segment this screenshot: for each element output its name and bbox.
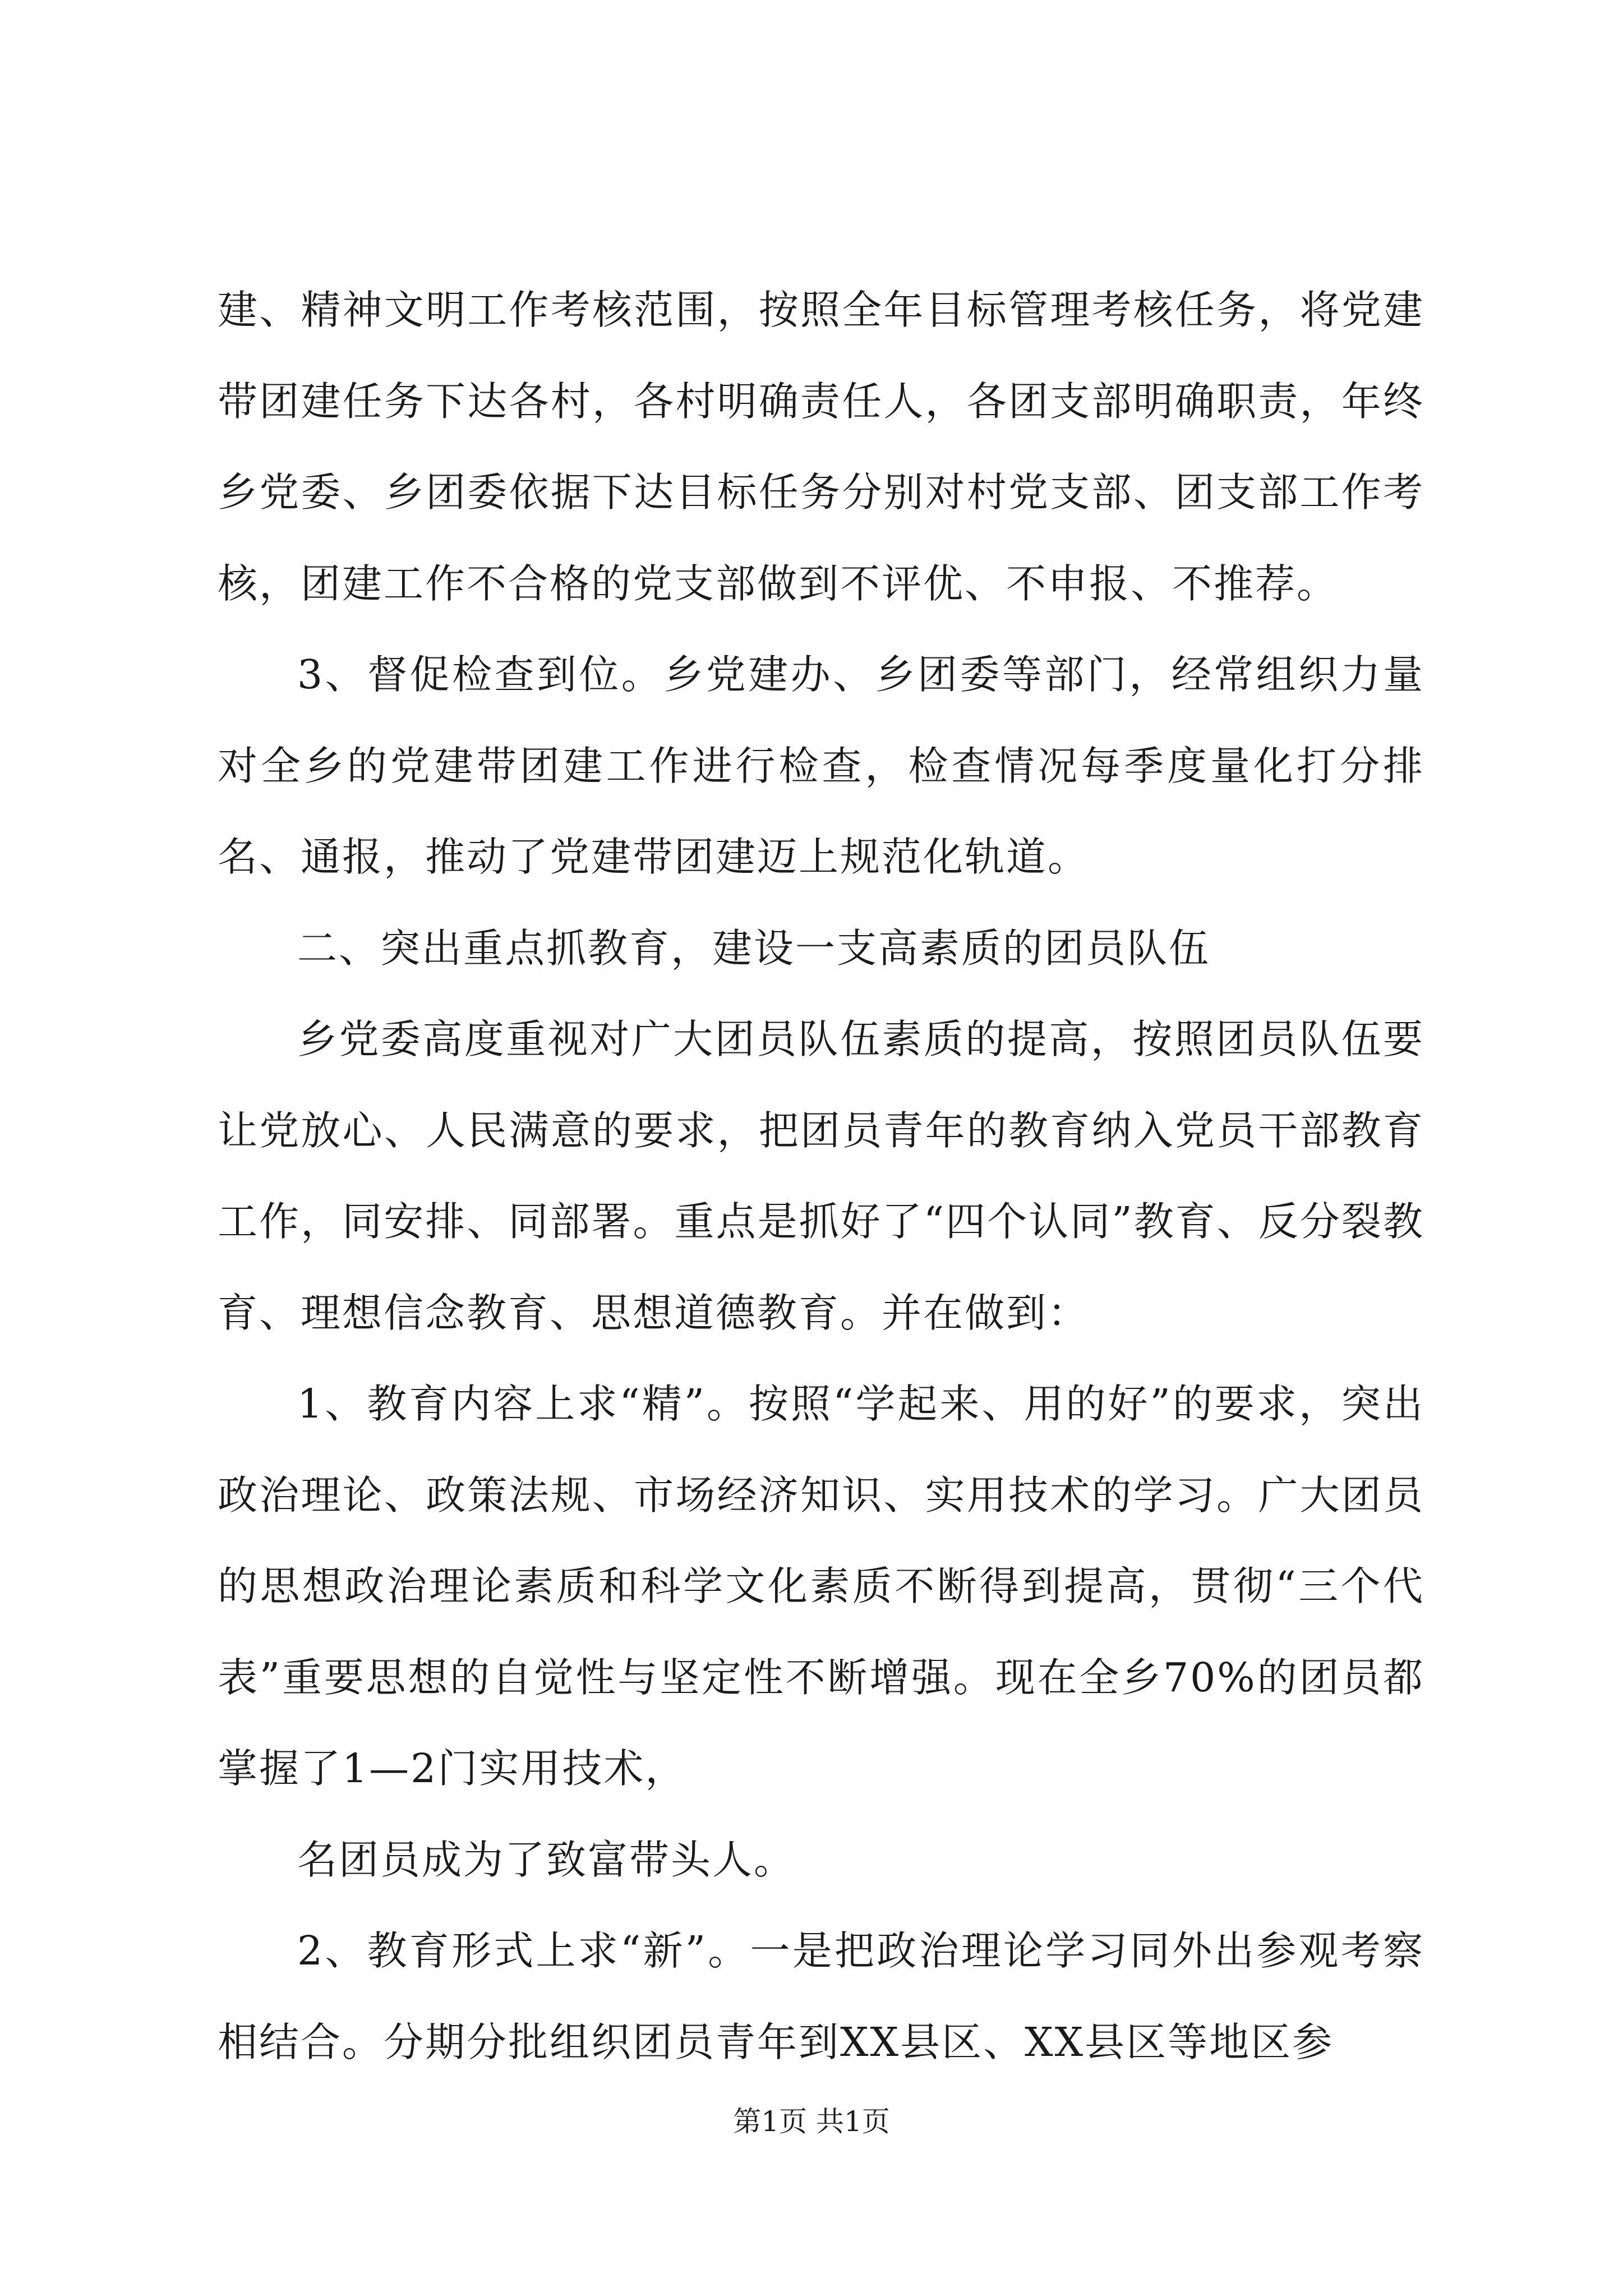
document-body [218,265,1424,2088]
paragraph-1: 建、精神文明工作考核范围，按照全年目标管理考核任务，将党建带团建任务下达各村，各村明确责任人，各团支部明确职责，年终乡党委、乡团委依据下达目标任务分别对村党支部、团支部工作考核，团建工作不合格的党支部做到不评优、不申报、不推荐。 [218,287,1424,607]
paragraph-5: 名团员成为了致富带头人。 [297,1836,796,1883]
paragraph-4: 1、教育内容上求“精”。按照“学起来、用的好”的要求，突出政治理论、政策法规、市场经济知识、实用技术的学习。广大团员的思想政治理论素质和科学文化素质不断得到提高，贯彻“三个代表”重要思想的自觉性与坚定性不断增强。现在全乡70%的团员都掌握了1—2门实用技术， [218,1381,1424,1792]
page-footer: 第1页 共1页 [733,2105,890,2138]
paragraph-6: 2、教育形式上求“新”。一是把政治理论学习同外出参观考察相结合。分期分批组织团员青年到XX县区、XX县区等地区参 [218,1927,1424,2065]
paragraph-2: 3、督促检查到位。乡党建办、乡团委等部门，经常组织力量对全乡的党建带团建工作进行检查，检查情况每季度量化打分排名、通报，推动了党建带团建迈上规范化轨道。 [218,651,1424,880]
section-heading: 二、突出重点抓教育，建设一支高素质的团员队伍 [297,924,1211,972]
paragraph-3: 乡党委高度重视对广大团员队伍素质的提高，按照团员队伍要让党放心、人民满意的要求，把团员青年的教育纳入党员干部教育工作，同安排、同部署。重点是抓好了“四个认同”教育、反分裂教育、理想信念教育、思想道德教育。并在做到： [218,1016,1424,1336]
